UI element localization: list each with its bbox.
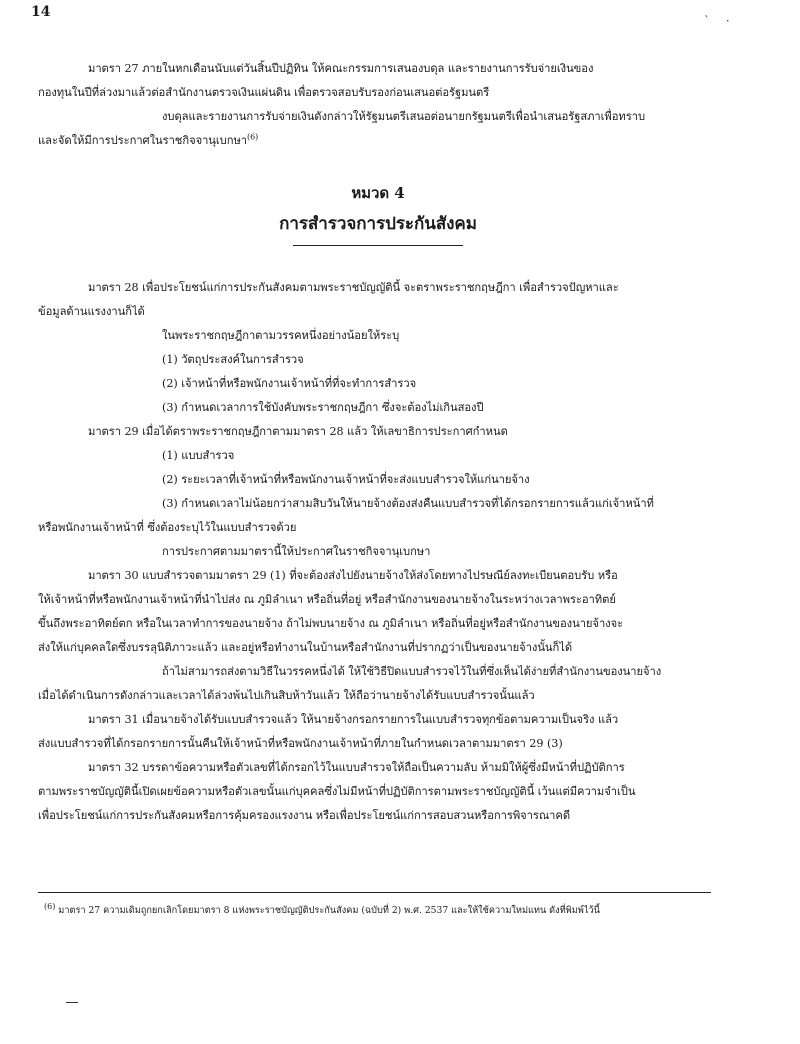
- footnote-text: มาตรา 27 ความเดิมถูกยกเลิกโดยมาตรา 8 แห่งพระราชบัญญัติประกันสังคม (ฉบับที่ 2) พ.ศ. 2537 และให้ใช้ความใหม่แทน ดังที่พิมพ์ไว้นี้: [58, 905, 600, 916]
- section-28-line-2: ข้อมูลด้านแรงงานก็ได้: [38, 305, 145, 318]
- section-27-line-1: มาตรา 27 ภายในหกเดือนนับแต่วันสิ้นปีปฏิทิน ให้คณะกรรมการเสนองบดุล และรายงานการรับจ่ายเงินของ: [88, 62, 594, 75]
- section-31-line-2: ส่งแบบสำรวจที่ได้กรอกรายการนั้นคืนให้เจ้าหน้าที่หรือพนักงานเจ้าหน้าที่ภายในกำหนดเวลาตามมาตรา 29 (3): [38, 737, 563, 750]
- section-28-item-2: (2) เจ้าหน้าที่หรือพนักงานเจ้าหน้าที่ที่จะทำการสำรวจ: [162, 377, 417, 390]
- chapter-title: หมวด 4: [351, 184, 405, 202]
- section-27-line-3: งบดุลและรายงานการรับจ่ายเงินดังกล่าวให้รัฐมนตรีเสนอต่อนายกรัฐมนตรีเพื่อนำเสนอรัฐสภาเพื่อทราบ: [162, 110, 645, 123]
- scan-mark: [66, 1002, 78, 1003]
- section-30-line-2: ให้เจ้าหน้าที่หรือพนักงานเจ้าหน้าที่นำไปส่ง ณ ภูมิลำเนา หรือถิ่นที่อยู่ หรือสำนักงานของนายจ้างในระหว่างเวลาพระอาทิตย์: [38, 593, 616, 606]
- section-28-line-1: มาตรา 28 เพื่อประโยชน์แก่การประกันสังคมตามพระราชบัญญัตินี้ จะตราพระราชกฤษฎีกา เพื่อสำรวจปัญหาและ: [88, 281, 619, 294]
- section-32-line-2: ตามพระราชบัญญัตินี้เปิดเผยข้อความหรือตัวเลขนั้นแก่บุคคลซึ่งไม่มีหน้าที่ปฏิบัติการตามพระราชบัญญัตินี้ เว้นแต่มีความจำเป็น: [38, 785, 636, 798]
- section-28-item-1: (1) วัตถุประสงค์ในการสำรวจ: [162, 353, 304, 366]
- section-27-line-4: [38, 129, 718, 153]
- section-29-announcement: การประกาศตามมาตรานี้ให้ประกาศในราชกิจจานุเบกษา: [162, 545, 431, 558]
- section-30-line-6: เมื่อได้ดำเนินการดังกล่าวและเวลาได้ล่วงพ้นไปเกินสิบห้าวันแล้ว ให้ถือว่านายจ้างได้รับแบบสำรวจนั้นแล้ว: [38, 689, 535, 702]
- section-27-line-4-text: และจัดให้มีการประกาศในราชกิจจานุเบกษา: [38, 134, 248, 147]
- section-29-line-1: มาตรา 29 เมื่อได้ตราพระราชกฤษฎีกาตามมาตรา 28 แล้ว ให้เลขาธิการประกาศกำหนด: [88, 425, 508, 438]
- document-body: [38, 57, 718, 828]
- chapter-subtitle: การสำรวจการประกันสังคม: [279, 214, 477, 234]
- section-29-item-1: (1) แบบสำรวจ: [162, 449, 235, 462]
- section-29-item-3-continued: หรือพนักงานเจ้าหน้าที่ ซึ่งต้องระบุไว้ในแบบสำรวจด้วย: [38, 521, 297, 534]
- section-28-item-3: (3) กำหนดเวลาการใช้บังคับพระราชกฤษฎีกา ซึ่งจะต้องไม่เกินสองปี: [162, 401, 484, 414]
- page-number: 14: [31, 4, 51, 20]
- section-30-line-5: ถ้าไม่สามารถส่งตามวิธีในวรรคหนึ่งได้ ให้ใช้วิธีปิดแบบสำรวจไว้ในที่ซึ่งเห็นได้ง่ายที่สำนักงานของนายจ้าง: [162, 665, 662, 678]
- footnote-divider: [38, 892, 711, 893]
- section-31-line-1: มาตรา 31 เมื่อนายจ้างได้รับแบบสำรวจแล้ว ให้นายจ้างกรอกรายการในแบบสำรวจทุกข้อตามความเป็นจริง แล้ว: [88, 713, 619, 726]
- section-30-line-3: ขึ้นถึงพระอาทิตย์ตก หรือในเวลาทำการของนายจ้าง ถ้าไม่พบนายจ้าง ณ ภูมิลำเนา หรือถิ่นที่อยู่หรือสำนักงานของนายจ้างจะ: [38, 617, 624, 630]
- section-27-line-2: กองทุนในปีที่ล่วงมาแล้วต่อสำนักงานตรวจเงินแผ่นดิน เพื่อตรวจสอบรับรองก่อนเสนอต่อรัฐมนตรี: [38, 86, 490, 99]
- section-29-item-2: (2) ระยะเวลาที่เจ้าหน้าที่หรือพนักงานเจ้าหน้าที่จะส่งแบบสำรวจให้แก่นายจ้าง: [162, 473, 530, 486]
- section-32-line-1: มาตรา 32 บรรดาข้อความหรือตัวเลขที่ได้กรอกไว้ในแบบสำรวจให้ถือเป็นความลับ ห้ามมิให้ผู้ซึ่งมีหน้าที่ปฏิบัติการ: [88, 761, 625, 774]
- heading-underline: [293, 245, 463, 246]
- section-28-line-3: ในพระราชกฤษฎีกาตามวรรคหนึ่งอย่างน้อยให้ระบุ: [162, 329, 400, 342]
- section-29-item-3: (3) กำหนดเวลาไม่น้อยกว่าสามสิบวันให้นายจ้างต้องส่งคืนแบบสำรวจที่ได้กรอกรายการแล้วแก่เจ้าหน้าที่: [162, 497, 654, 510]
- footnote-marker: (6): [44, 903, 56, 911]
- section-30-line-1: มาตรา 30 แบบสำรวจตามมาตรา 29 (1) ที่จะต้องส่งไปยังนายจ้างให้ส่งโดยทางไปรษณีย์ลงทะเบียนตอบรับ หรือ: [88, 569, 618, 582]
- scan-specks: ` ·: [704, 14, 736, 28]
- section-30-line-4: ส่งให้แก่บุคคลใดซึ่งบรรลุนิติภาวะแล้ว และอยู่หรือทำงานในบ้านหรือสำนักงานที่ปรากฏว่าเป็นของนายจ้างนั้นก็ได้: [38, 641, 573, 654]
- footnote: [44, 903, 714, 918]
- footnote-reference: (6): [247, 132, 259, 142]
- section-32-line-3: เพื่อประโยชน์แก่การประกันสังคมหรือการคุ้มครองแรงงาน หรือเพื่อประโยชน์แก่การสอบสวนหรือการพิจารณาคดี: [38, 809, 571, 822]
